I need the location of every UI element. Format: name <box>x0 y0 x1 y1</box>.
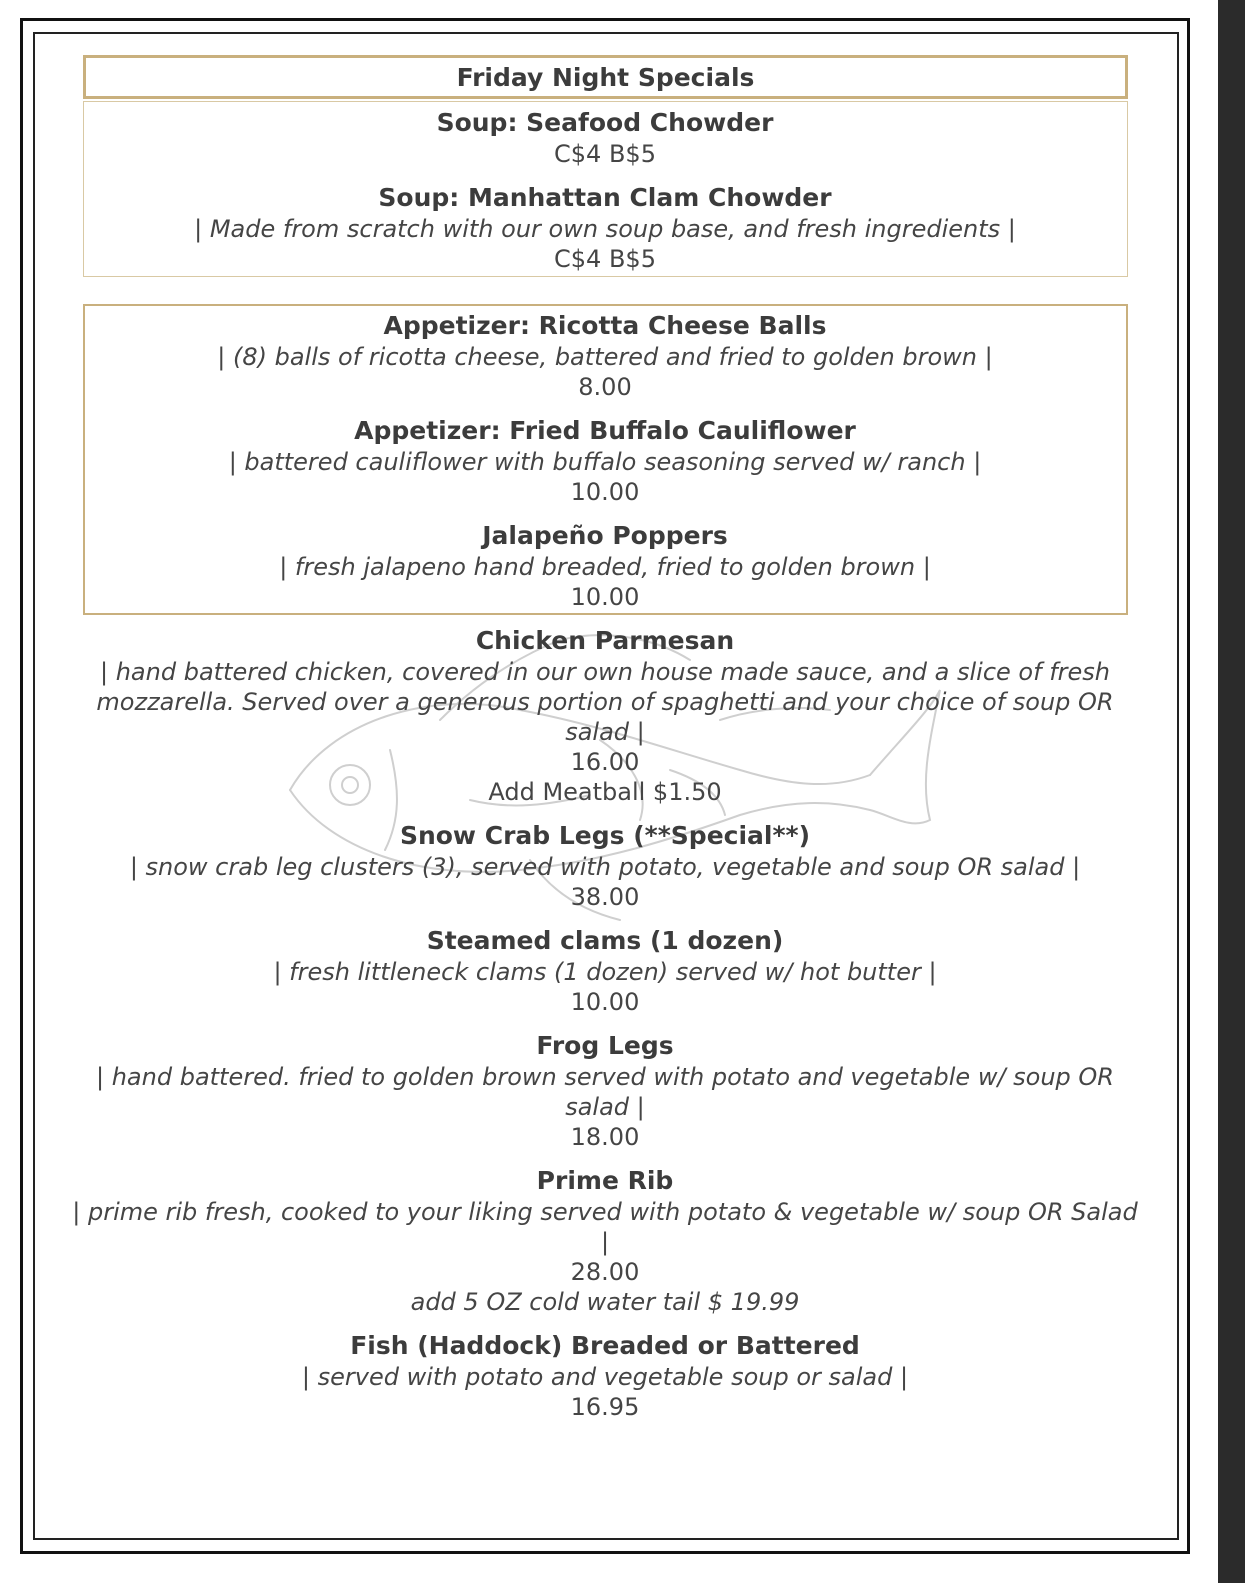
item-description: | hand battered chicken, covered in our own house made sauce, and a slice of fresh <box>100 658 1110 686</box>
item-price: C$4 B$5 <box>554 140 656 168</box>
item-price: 16.95 <box>570 1393 640 1421</box>
item-extra: Add Meatball $1.50 <box>488 778 722 806</box>
item-price: C$4 B$5 <box>554 245 656 273</box>
item-price: 10.00 <box>570 988 640 1016</box>
item-description: | Made from scratch with our own soup base, and fresh ingredients | <box>194 215 1016 243</box>
item-name: Prime Rib <box>536 1166 674 1195</box>
item-name: Jalapeño Poppers <box>482 521 728 550</box>
item-name: Fish (Haddock) Breaded or Battered <box>350 1331 860 1360</box>
item-description: | fresh jalapeno hand breaded, fried to golden brown | <box>279 553 931 581</box>
item-description: | fresh littleneck clams (1 dozen) served w/ hot butter | <box>273 958 937 986</box>
item-description: salad | <box>565 1093 645 1121</box>
item-price: 10.00 <box>570 478 640 506</box>
item-price: 38.00 <box>570 883 640 911</box>
item-price: 16.00 <box>570 748 640 776</box>
item-price: 10.00 <box>570 583 640 611</box>
item-name: Chicken Parmesan <box>475 626 735 655</box>
item-price: 8.00 <box>578 373 632 401</box>
item-name: Frog Legs <box>536 1031 674 1060</box>
scrollbar-strip <box>1218 0 1245 1583</box>
item-name: Steamed clams (1 dozen) <box>426 926 784 955</box>
page-title: Friday Night Specials <box>456 62 755 92</box>
item-description: | battered cauliflower with buffalo seasoning served w/ ranch | <box>228 448 982 476</box>
item-name: Appetizer: Ricotta Cheese Balls <box>383 311 827 340</box>
item-price: 28.00 <box>570 1258 640 1286</box>
item-description: mozzarella. Served over a generous portion of spaghetti and your choice of soup OR <box>96 688 1114 716</box>
item-description: | <box>600 1228 610 1256</box>
title-box <box>83 55 1128 99</box>
item-description: | snow crab leg clusters (3), served with potato, vegetable and soup OR salad | <box>129 853 1081 881</box>
item-name: Soup: Manhattan Clam Chowder <box>378 183 832 212</box>
item-name: Snow Crab Legs (**Special**) <box>399 821 811 850</box>
item-description: | (8) balls of ricotta cheese, battered and fried to golden brown | <box>217 343 993 371</box>
item-description: | prime rib fresh, cooked to your liking served with potato & vegetable w/ soup OR Salad <box>72 1198 1138 1226</box>
item-name: Appetizer: Fried Buffalo Cauliflower <box>354 416 856 445</box>
item-description: salad | <box>565 718 645 746</box>
item-extra: add 5 OZ cold water tail $ 19.99 <box>410 1288 800 1316</box>
item-price: 18.00 <box>570 1123 640 1151</box>
item-name: Soup: Seafood Chowder <box>436 108 774 137</box>
item-description: | hand battered. fried to golden brown served with potato and vegetable w/ soup OR <box>96 1063 1114 1091</box>
item-description: | served with potato and vegetable soup or salad | <box>301 1363 909 1391</box>
